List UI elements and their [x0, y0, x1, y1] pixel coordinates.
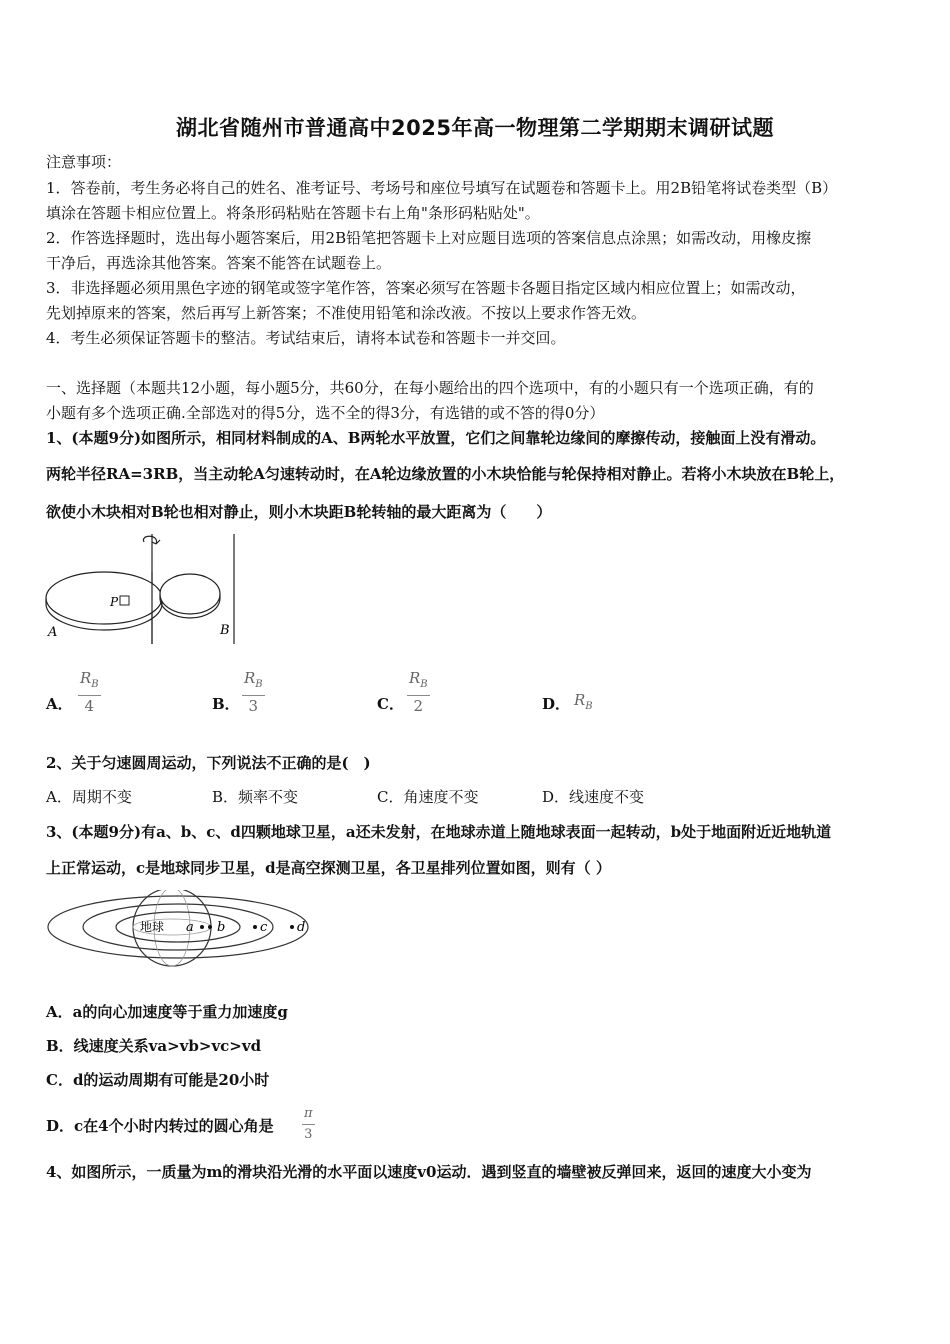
q3-option-d-text: D．c在4个小时内转过的圆心角是 — [46, 1117, 274, 1135]
q2-stem: 2、关于匀速圆周运动，下列说法不正确的是( ) — [46, 754, 371, 772]
notice-line: 填涂在答题卡相应位置上。将条形码粘贴在答题卡右上角"条形码粘贴处"。 — [46, 204, 540, 222]
option-letter: D． — [542, 695, 571, 713]
q1-option-a-fraction: $\frac{R_B}{4}$ — [80, 669, 99, 715]
q4-stem-line: 4、如图所示，一质量为m的滑块沿光滑的水平面以速度v0运动．遇到竖直的墙壁被反弹回来，返回的速度大小变为 — [46, 1163, 812, 1181]
q1-stem-line: 欲使小木块相对B轮也相对静止，则小木块距B轮转轴的最大距离为（ ） — [46, 503, 552, 521]
q3-fig-label-earth: 地球 — [140, 920, 165, 934]
q3-fig-label-d: d — [297, 920, 306, 935]
q3-fig-label-b: b — [217, 920, 226, 935]
q1-stem-line: 1、(本题9分)如图所示，相同材料制成的A、B两轮水平放置，它们之间靠轮边缘间的摩擦传动，接触面上没有滑动。 — [46, 429, 826, 447]
q3-fig-label-c: c — [260, 920, 268, 935]
option-letter: C． — [377, 695, 404, 713]
notice-line: 4．考生必须保证答题卡的整洁。考试结束后，请将本试卷和答题卡一并交回。 — [46, 329, 566, 347]
q1-option-b-fraction: $\frac{R_B}{3}$ — [244, 669, 263, 715]
notice-line: 干净后，再选涂其他答案。答案不能答在试题卷上。 — [46, 254, 392, 272]
q3-stem-line: 上正常运动，c是地球同步卫星，d是高空探测卫星，各卫星排列位置如图，则有（ ） — [46, 859, 611, 877]
q1-fig-label-b: B — [220, 623, 230, 638]
q2-option-d[interactable]: D．线速度不变 — [542, 788, 645, 806]
q1-wheels-figure — [44, 532, 254, 647]
notice-line: 3．非选择题必须用黑色字迹的钢笔或签字笔作答，答案必须写在答题卡各题目指定区域内相应位置上；如需改动， — [46, 279, 806, 297]
q1-option-d-value: $R_B$ — [574, 691, 593, 712]
q3-orbit-figure — [46, 890, 318, 970]
notice-line: 先划掉原来的答案，然后再写上新答案；不准使用铅笔和涂改液。不按以上要求作答无效。 — [46, 304, 647, 322]
q2-option-c[interactable]: C．角速度不变 — [377, 788, 479, 806]
notice-line: 2．作答选择题时，选出每小题答案后，用2B铅笔把答题卡上对应题目选项的答案信息点涂黑；如需改动，用橡皮擦 — [46, 229, 812, 247]
q1-fig-label-p: P — [110, 595, 119, 609]
section-heading-cont: 小题有多个选项正确.全部选对的得5分，选不全的得3分，有选错的或不答的得0分） — [46, 404, 605, 422]
page-title: 湖北省随州市普通高中2025年高一物理第二学期期末调研试题 — [176, 116, 774, 140]
q3-option-c[interactable]: C．d的运动周期有可能是20小时 — [46, 1071, 270, 1089]
notice-line: 1．答卷前，考生务必将自己的姓名、准考证号、考场号和座位号填写在试题卷和答题卡上。用2B铅笔将试卷类型（B） — [46, 179, 838, 197]
q2-option-b[interactable]: B．频率不变 — [212, 788, 299, 806]
q2-option-a[interactable]: A．周期不变 — [46, 788, 132, 806]
q3-option-d-fraction: $\frac{\pi}{3}$ — [304, 1106, 313, 1142]
q1-option-c-fraction: $\frac{R_B}{2}$ — [409, 669, 428, 715]
q3-fig-label-a: a — [186, 920, 194, 935]
q3-option-b[interactable]: B．线速度关系va>vb>vc>vd — [46, 1037, 262, 1055]
option-letter: A． — [46, 695, 73, 713]
option-letter: B． — [212, 695, 240, 713]
q1-fig-label-a: A — [48, 625, 58, 640]
q1-stem-line: 两轮半径RA=3RB，当主动轮A匀速转动时，在A轮边缘放置的小木块恰能与轮保持相对静止。若将小木块放在B轮上， — [46, 465, 845, 483]
section-heading: 一、选择题（本题共12小题，每小题5分，共60分，在每小题给出的四个选项中，有的小题只有一个选项正确，有的 — [46, 379, 814, 397]
q3-stem-line: 3、(本题9分)有a、b、c、d四颗地球卫星，a还未发射，在地球赤道上随地球表面一起转动，b处于地面附近近地轨道 — [46, 823, 832, 841]
notice-heading: 注意事项： — [46, 153, 122, 171]
q3-option-a[interactable]: A．a的向心加速度等于重力加速度g — [46, 1003, 288, 1021]
